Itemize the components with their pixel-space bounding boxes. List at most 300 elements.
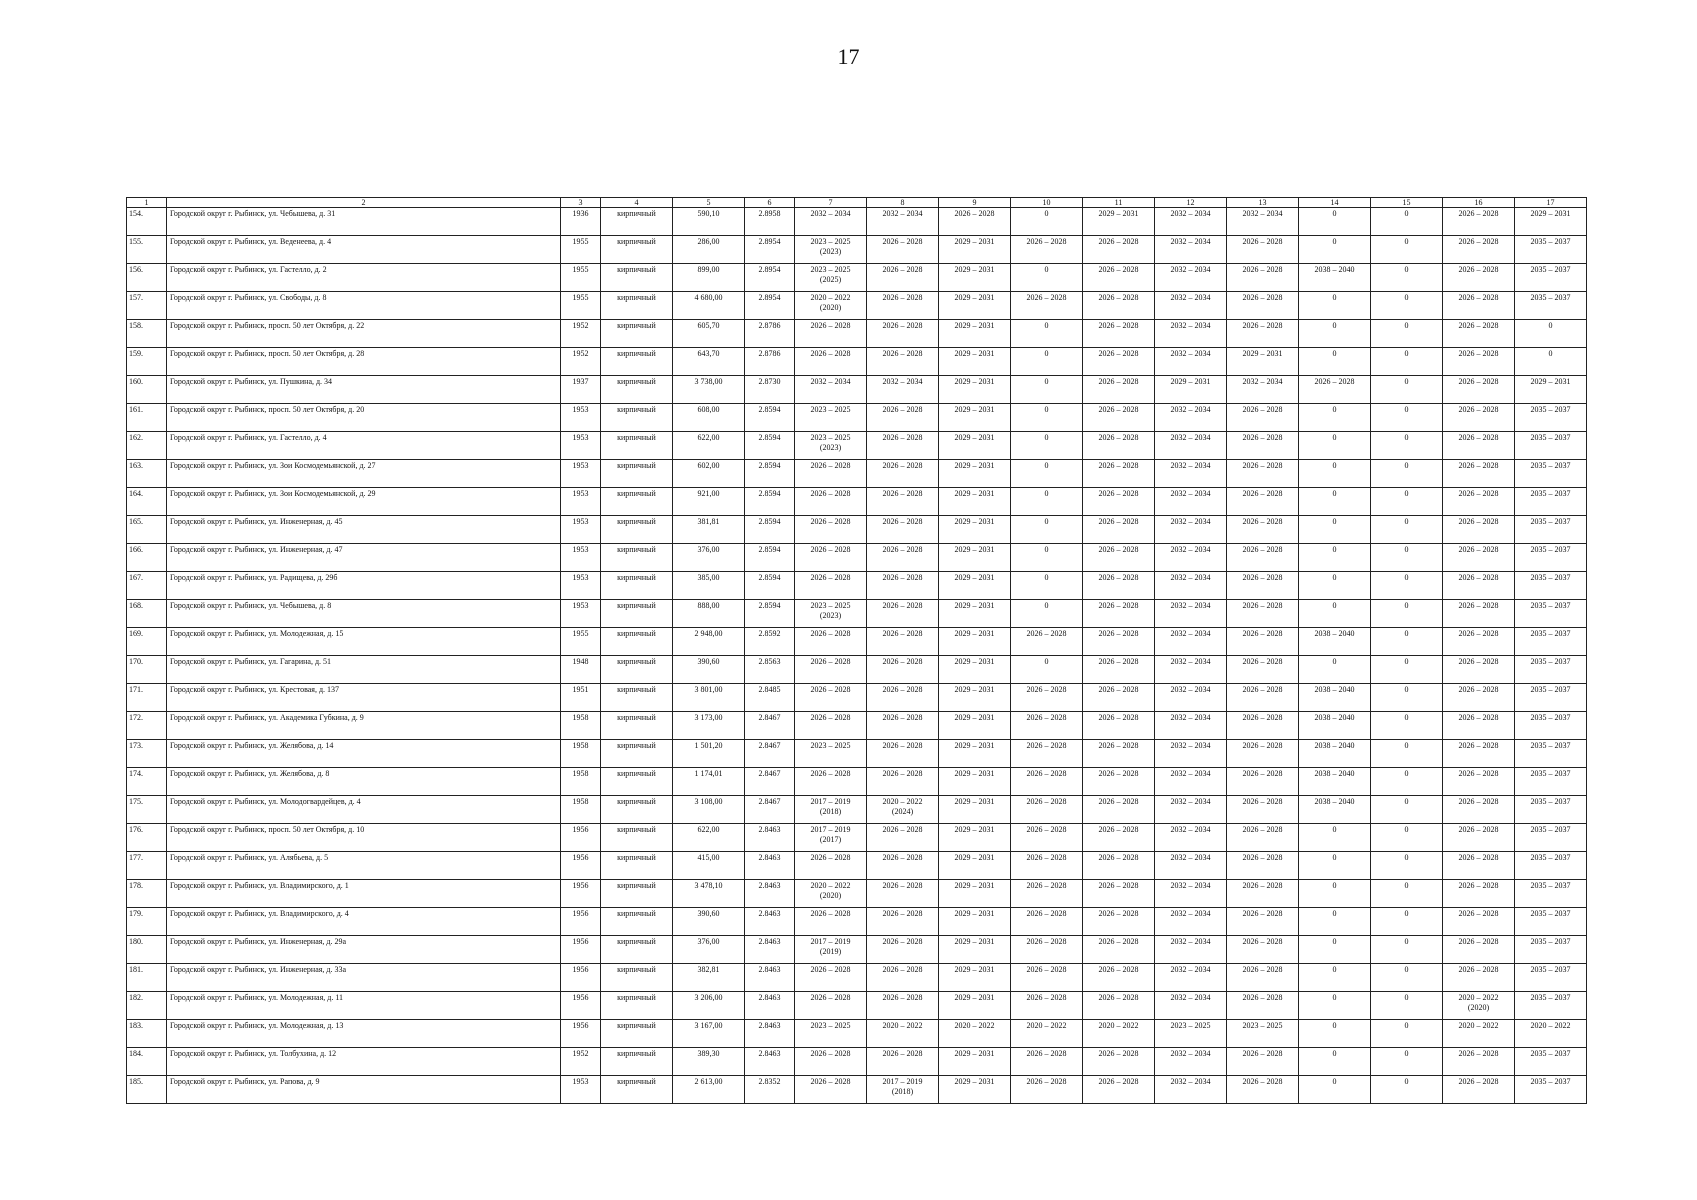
data-cell-col-5 xyxy=(673,628,745,656)
data-cell-col-4 xyxy=(601,824,673,852)
cell-text: 2.8594 xyxy=(758,545,781,554)
cell-text: 0 xyxy=(1332,1077,1337,1086)
data-cell-col-5 xyxy=(673,908,745,936)
data-cell-col-10 xyxy=(1011,1020,1083,1048)
data-cell-col-11 xyxy=(1083,264,1155,292)
row-number-cell xyxy=(127,936,167,964)
cell-text: 2020 – 2022 xyxy=(882,797,923,806)
data-cell-col-17 xyxy=(1515,628,1587,656)
cell-text: 0 xyxy=(1404,601,1409,610)
cell-text: 2026 – 2028 xyxy=(1242,685,1283,694)
data-cell-col-13 xyxy=(1227,712,1299,740)
cell-text: 1953 xyxy=(572,405,589,414)
data-cell-col-5 xyxy=(673,600,745,628)
cell-text: 2029 – 2031 xyxy=(954,629,995,638)
cell-text: 2038 – 2040 xyxy=(1314,629,1355,638)
data-cell-col-3 xyxy=(561,796,601,824)
data-cell-col-10 xyxy=(1011,852,1083,880)
cell-text: 173. xyxy=(129,741,143,750)
cell-text: кирпичный xyxy=(617,657,656,666)
address-cell xyxy=(167,544,561,572)
data-cell-col-5 xyxy=(673,768,745,796)
data-cell-col-16 xyxy=(1443,432,1515,460)
cell-text: 2020 – 2022 xyxy=(810,881,851,890)
cell-text: 2029 – 2031 xyxy=(954,993,995,1002)
cell-text: 2.8463 xyxy=(758,993,781,1002)
data-cell-col-15 xyxy=(1371,404,1443,432)
data-cell-col-17 xyxy=(1515,376,1587,404)
cell-text: 622,00 xyxy=(697,825,720,834)
data-cell-col-11 xyxy=(1083,628,1155,656)
cell-text: 2026 – 2028 xyxy=(1098,293,1139,302)
cell-text: 2032 – 2034 xyxy=(1170,965,1211,974)
cell-text: 1952 xyxy=(572,349,589,358)
data-cell-col-7 xyxy=(795,600,867,628)
data-cell-col-11 xyxy=(1083,768,1155,796)
cell-text: кирпичный xyxy=(617,1021,656,1030)
data-cell-col-12 xyxy=(1155,1020,1227,1048)
data-cell-col-7 xyxy=(795,824,867,852)
cell-text: 0 xyxy=(1332,517,1337,526)
cell-text: кирпичный xyxy=(617,685,656,694)
table-row xyxy=(127,432,1587,460)
cell-text: 0 xyxy=(1044,349,1049,358)
cell-text: 381,81 xyxy=(697,517,720,526)
address-cell xyxy=(167,516,561,544)
cell-text: 2026 – 2028 xyxy=(1242,601,1283,610)
data-cell-col-13 xyxy=(1227,964,1299,992)
data-cell-col-11 xyxy=(1083,992,1155,1020)
data-cell-col-17 xyxy=(1515,796,1587,824)
cell-text: Городской округ г. Рыбинск, просп. 50 лет Октября, д. 10 xyxy=(170,825,365,834)
data-cell-col-7 xyxy=(795,236,867,264)
data-cell-col-12 xyxy=(1155,572,1227,600)
data-cell-col-14 xyxy=(1299,320,1371,348)
cell-text: 2020 – 2022 xyxy=(1458,993,1499,1002)
cell-text: 2029 – 2031 xyxy=(954,573,995,582)
cell-text: 156. xyxy=(129,265,143,274)
cell-text: 2 948,00 xyxy=(694,629,723,638)
data-cell-col-5 xyxy=(673,936,745,964)
cell-text: 2017 – 2019 xyxy=(810,937,851,946)
cell-text: 2023 – 2025 xyxy=(810,741,851,750)
cell-text: 2029 – 2031 xyxy=(954,1049,995,1058)
data-cell-col-17 xyxy=(1515,264,1587,292)
cell-text: 0 xyxy=(1404,573,1409,582)
table-row xyxy=(127,376,1587,404)
data-cell-col-9 xyxy=(939,348,1011,376)
data-cell-col-8 xyxy=(867,992,939,1020)
cell-text: 2026 – 2028 xyxy=(1458,545,1499,554)
cell-text: 2035 – 2037 xyxy=(1530,741,1571,750)
data-cell-col-16 xyxy=(1443,936,1515,964)
cell-text: 0 xyxy=(1044,405,1049,414)
data-cell-col-11 xyxy=(1083,348,1155,376)
data-cell-col-11 xyxy=(1083,544,1155,572)
data-cell-col-14 xyxy=(1299,488,1371,516)
table-row xyxy=(127,544,1587,572)
cell-text: 2026 – 2028 xyxy=(882,629,923,638)
data-cell-col-5 xyxy=(673,432,745,460)
table-row xyxy=(127,1048,1587,1076)
cell-text: 2026 – 2028 xyxy=(1242,1049,1283,1058)
cell-text: 2026 – 2028 xyxy=(810,1049,851,1058)
data-cell-col-11 xyxy=(1083,908,1155,936)
data-cell-col-9 xyxy=(939,908,1011,936)
cell-text: 172. xyxy=(129,713,143,722)
data-cell-col-4 xyxy=(601,1076,673,1104)
cell-text: 2026 – 2028 xyxy=(1458,573,1499,582)
cell-text: 2.8730 xyxy=(758,377,781,386)
cell-text: 2.8594 xyxy=(758,573,781,582)
cell-text: Городской округ г. Рыбинск, ул. Владимирского, д. 1 xyxy=(170,881,349,890)
cell-text: 2032 – 2034 xyxy=(1170,601,1211,610)
data-cell-col-14 xyxy=(1299,292,1371,320)
row-number-cell xyxy=(127,348,167,376)
data-cell-col-5 xyxy=(673,460,745,488)
data-cell-col-12 xyxy=(1155,768,1227,796)
cell-text: 2026 – 2028 xyxy=(1458,461,1499,470)
cell-text: 2029 – 2031 xyxy=(954,909,995,918)
cell-text: 2032 – 2034 xyxy=(1170,685,1211,694)
data-cell-col-12 xyxy=(1155,684,1227,712)
data-cell-col-17 xyxy=(1515,348,1587,376)
cell-text: 2.8786 xyxy=(758,349,781,358)
data-cell-col-16 xyxy=(1443,292,1515,320)
data-cell-col-14 xyxy=(1299,824,1371,852)
data-cell-col-12 xyxy=(1155,936,1227,964)
cell-text: 2029 – 2031 xyxy=(954,797,995,806)
row-number-cell xyxy=(127,1020,167,1048)
table-row xyxy=(127,684,1587,712)
data-cell-col-10 xyxy=(1011,600,1083,628)
row-number-cell xyxy=(127,572,167,600)
data-cell-col-8 xyxy=(867,264,939,292)
data-cell-col-10 xyxy=(1011,908,1083,936)
data-cell-col-6 xyxy=(745,572,795,600)
cell-text: 2035 – 2037 xyxy=(1530,545,1571,554)
data-cell-col-12 xyxy=(1155,600,1227,628)
cell-text: 2026 – 2028 xyxy=(1458,685,1499,694)
address-cell xyxy=(167,712,561,740)
data-cell-col-11 xyxy=(1083,376,1155,404)
cell-text: Городской округ г. Рыбинск, ул. Гагарина, д. 51 xyxy=(170,657,332,666)
cell-text: 2029 – 2031 xyxy=(954,293,995,302)
cell-text: 888,00 xyxy=(697,601,720,610)
data-cell-col-4 xyxy=(601,516,673,544)
cell-text: 2035 – 2037 xyxy=(1530,685,1571,694)
data-cell-col-5 xyxy=(673,236,745,264)
column-header-9: 9 xyxy=(939,198,1011,208)
cell-text: 2026 – 2028 xyxy=(882,853,923,862)
cell-text: 165. xyxy=(129,517,143,526)
data-cell-col-15 xyxy=(1371,880,1443,908)
cell-text: 2032 – 2034 xyxy=(1242,377,1283,386)
cell-text: 2026 – 2028 xyxy=(882,489,923,498)
cell-note: (2018) xyxy=(891,1087,914,1096)
cell-text: 176. xyxy=(129,825,143,834)
data-cell-col-16 xyxy=(1443,1048,1515,1076)
cell-text: 2026 – 2028 xyxy=(1458,405,1499,414)
cell-note: (2023) xyxy=(819,247,842,256)
data-cell-col-3 xyxy=(561,712,601,740)
cell-text: 0 xyxy=(1332,601,1337,610)
data-cell-col-3 xyxy=(561,600,601,628)
cell-text: 1 174,01 xyxy=(694,769,723,778)
cell-text: 2035 – 2037 xyxy=(1530,405,1571,414)
data-cell-col-15 xyxy=(1371,208,1443,236)
cell-text: 2035 – 2037 xyxy=(1530,517,1571,526)
cell-text: 0 xyxy=(1332,881,1337,890)
data-cell-col-13 xyxy=(1227,292,1299,320)
cell-text: 178. xyxy=(129,881,143,890)
cell-text: 1956 xyxy=(572,1021,589,1030)
data-cell-col-6 xyxy=(745,796,795,824)
data-cell-col-16 xyxy=(1443,264,1515,292)
data-cell-col-3 xyxy=(561,236,601,264)
data-cell-col-17 xyxy=(1515,320,1587,348)
cell-text: 2026 – 2028 xyxy=(1458,657,1499,666)
data-cell-col-13 xyxy=(1227,1048,1299,1076)
cell-text: 2026 – 2028 xyxy=(1026,909,1067,918)
data-cell-col-7 xyxy=(795,460,867,488)
row-number-cell xyxy=(127,964,167,992)
cell-text: 0 xyxy=(1404,881,1409,890)
data-cell-col-5 xyxy=(673,684,745,712)
address-cell xyxy=(167,852,561,880)
cell-text: 0 xyxy=(1404,1021,1409,1030)
cell-text: 0 xyxy=(1332,461,1337,470)
data-cell-col-3 xyxy=(561,936,601,964)
address-cell xyxy=(167,488,561,516)
cell-text: 376,00 xyxy=(697,545,720,554)
data-cell-col-13 xyxy=(1227,516,1299,544)
data-cell-col-14 xyxy=(1299,1076,1371,1104)
cell-text: 2026 – 2028 xyxy=(1242,265,1283,274)
data-cell-col-6 xyxy=(745,992,795,1020)
data-cell-col-17 xyxy=(1515,852,1587,880)
cell-text: 2.8467 xyxy=(758,797,781,806)
data-cell-col-4 xyxy=(601,544,673,572)
data-cell-col-15 xyxy=(1371,908,1443,936)
cell-text: 376,00 xyxy=(697,937,720,946)
row-number-cell xyxy=(127,208,167,236)
cell-text: 2 613,00 xyxy=(694,1077,723,1086)
cell-text: 2026 – 2028 xyxy=(1458,769,1499,778)
data-cell-col-7 xyxy=(795,376,867,404)
cell-text: 1955 xyxy=(572,293,589,302)
cell-text: 622,00 xyxy=(697,433,720,442)
cell-text: 2.8467 xyxy=(758,713,781,722)
data-cell-col-9 xyxy=(939,684,1011,712)
cell-text: 0 xyxy=(1404,433,1409,442)
table-row xyxy=(127,628,1587,656)
data-cell-col-5 xyxy=(673,656,745,684)
data-cell-col-5 xyxy=(673,516,745,544)
cell-text: 2026 – 2028 xyxy=(1098,825,1139,834)
cell-text: 2020 – 2022 xyxy=(1530,1021,1571,1030)
data-cell-col-15 xyxy=(1371,432,1443,460)
cell-text: 590,10 xyxy=(697,209,720,218)
data-cell-col-8 xyxy=(867,908,939,936)
cell-text: Городской округ г. Рыбинск, ул. Академика Губкина, д. 9 xyxy=(170,713,364,722)
cell-text: 2029 – 2031 xyxy=(954,237,995,246)
cell-text: 0 xyxy=(1404,629,1409,638)
data-cell-col-15 xyxy=(1371,964,1443,992)
cell-text: 2020 – 2022 xyxy=(954,1021,995,1030)
cell-text: 2026 – 2028 xyxy=(1026,685,1067,694)
row-number-cell xyxy=(127,320,167,348)
cell-text: 2035 – 2037 xyxy=(1530,909,1571,918)
data-cell-col-7 xyxy=(795,1048,867,1076)
data-cell-col-15 xyxy=(1371,1048,1443,1076)
cell-text: 2026 – 2028 xyxy=(1242,881,1283,890)
cell-text: 2029 – 2031 xyxy=(954,461,995,470)
data-cell-col-4 xyxy=(601,656,673,684)
cell-text: 2023 – 2025 xyxy=(810,433,851,442)
cell-text: кирпичный xyxy=(617,573,656,582)
cell-text: 2035 – 2037 xyxy=(1530,881,1571,890)
data-cell-col-12 xyxy=(1155,628,1227,656)
data-cell-col-12 xyxy=(1155,488,1227,516)
data-cell-col-8 xyxy=(867,628,939,656)
cell-text: 0 xyxy=(1044,601,1049,610)
data-cell-col-9 xyxy=(939,824,1011,852)
cell-text: 1953 xyxy=(572,573,589,582)
cell-text: 2035 – 2037 xyxy=(1530,461,1571,470)
data-cell-col-4 xyxy=(601,684,673,712)
cell-text: 2026 – 2028 xyxy=(1098,657,1139,666)
cell-text: 163. xyxy=(129,461,143,470)
cell-text: кирпичный xyxy=(617,797,656,806)
cell-text: 0 xyxy=(1404,321,1409,330)
data-cell-col-15 xyxy=(1371,684,1443,712)
cell-text: 174. xyxy=(129,769,143,778)
cell-text: 2026 – 2028 xyxy=(882,433,923,442)
cell-text: 0 xyxy=(1332,993,1337,1002)
cell-text: 2026 – 2028 xyxy=(1026,1077,1067,1086)
data-cell-col-12 xyxy=(1155,656,1227,684)
data-cell-col-6 xyxy=(745,908,795,936)
cell-text: 2026 – 2028 xyxy=(1098,517,1139,526)
data-cell-col-13 xyxy=(1227,684,1299,712)
cell-text: 1953 xyxy=(572,461,589,470)
cell-text: 0 xyxy=(1044,573,1049,582)
data-cell-col-4 xyxy=(601,936,673,964)
data-cell-col-4 xyxy=(601,432,673,460)
data-cell-col-12 xyxy=(1155,992,1227,1020)
cell-text: 0 xyxy=(1404,377,1409,386)
data-cell-col-6 xyxy=(745,880,795,908)
table-row xyxy=(127,908,1587,936)
cell-text: 0 xyxy=(1404,545,1409,554)
cell-text: 2026 – 2028 xyxy=(810,713,851,722)
data-cell-col-9 xyxy=(939,936,1011,964)
cell-text: 177. xyxy=(129,853,143,862)
cell-text: 2038 – 2040 xyxy=(1314,685,1355,694)
cell-text: 2026 – 2028 xyxy=(1458,517,1499,526)
cell-text: 2026 – 2028 xyxy=(810,461,851,470)
data-cell-col-16 xyxy=(1443,460,1515,488)
data-cell-col-15 xyxy=(1371,936,1443,964)
cell-text: 2023 – 2025 xyxy=(810,601,851,610)
cell-text: 182. xyxy=(129,993,143,1002)
data-cell-col-11 xyxy=(1083,1076,1155,1104)
cell-text: 169. xyxy=(129,629,143,638)
data-cell-col-13 xyxy=(1227,740,1299,768)
cell-text: 2026 – 2028 xyxy=(1026,1049,1067,1058)
data-cell-col-4 xyxy=(601,964,673,992)
cell-text: 2.8563 xyxy=(758,657,781,666)
data-cell-col-13 xyxy=(1227,320,1299,348)
data-cell-col-4 xyxy=(601,1020,673,1048)
data-cell-col-14 xyxy=(1299,852,1371,880)
data-cell-col-5 xyxy=(673,348,745,376)
data-cell-col-14 xyxy=(1299,544,1371,572)
cell-text: 2032 – 2034 xyxy=(1170,321,1211,330)
data-cell-col-9 xyxy=(939,264,1011,292)
cell-text: 2026 – 2028 xyxy=(1242,293,1283,302)
data-cell-col-3 xyxy=(561,320,601,348)
cell-text: 2.8954 xyxy=(758,293,781,302)
data-cell-col-12 xyxy=(1155,348,1227,376)
cell-text: 159. xyxy=(129,349,143,358)
table-row xyxy=(127,796,1587,824)
row-number-cell xyxy=(127,768,167,796)
cell-text: 2026 – 2028 xyxy=(882,265,923,274)
data-cell-col-4 xyxy=(601,768,673,796)
row-number-cell xyxy=(127,824,167,852)
data-cell-col-11 xyxy=(1083,432,1155,460)
data-cell-col-13 xyxy=(1227,544,1299,572)
data-cell-col-11 xyxy=(1083,404,1155,432)
cell-text: Городской округ г. Рыбинск, просп. 50 лет Октября, д. 22 xyxy=(170,321,365,330)
cell-text: 2026 – 2028 xyxy=(1098,769,1139,778)
cell-text: Городской округ г. Рыбинск, ул. Зои Космодемьянской, д. 27 xyxy=(170,461,376,470)
cell-text: Городской округ г. Рыбинск, ул. Желябова, д. 8 xyxy=(170,769,330,778)
data-cell-col-6 xyxy=(745,292,795,320)
data-cell-col-17 xyxy=(1515,768,1587,796)
address-cell xyxy=(167,572,561,600)
data-cell-col-13 xyxy=(1227,628,1299,656)
data-cell-col-13 xyxy=(1227,908,1299,936)
data-cell-col-8 xyxy=(867,880,939,908)
cell-text: 2026 – 2028 xyxy=(882,517,923,526)
cell-text: 170. xyxy=(129,657,143,666)
cell-text: 2026 – 2028 xyxy=(810,517,851,526)
column-header-8: 8 xyxy=(867,198,939,208)
cell-text: 2032 – 2034 xyxy=(1170,797,1211,806)
data-cell-col-10 xyxy=(1011,320,1083,348)
data-cell-col-14 xyxy=(1299,880,1371,908)
cell-text: 2029 – 2031 xyxy=(954,657,995,666)
cell-text: 2026 – 2028 xyxy=(1242,769,1283,778)
data-cell-col-13 xyxy=(1227,768,1299,796)
cell-text: 2026 – 2028 xyxy=(882,321,923,330)
cell-text: 389,30 xyxy=(697,1049,720,1058)
data-cell-col-11 xyxy=(1083,824,1155,852)
cell-text: 2032 – 2034 xyxy=(1170,209,1211,218)
cell-text: Городской округ г. Рыбинск, ул. Гастелло, д. 2 xyxy=(170,265,327,274)
cell-text: 157. xyxy=(129,293,143,302)
data-cell-col-16 xyxy=(1443,348,1515,376)
data-cell-col-15 xyxy=(1371,236,1443,264)
data-cell-col-3 xyxy=(561,264,601,292)
data-cell-col-9 xyxy=(939,208,1011,236)
cell-text: 2035 – 2037 xyxy=(1530,713,1571,722)
data-cell-col-13 xyxy=(1227,376,1299,404)
data-cell-col-8 xyxy=(867,292,939,320)
